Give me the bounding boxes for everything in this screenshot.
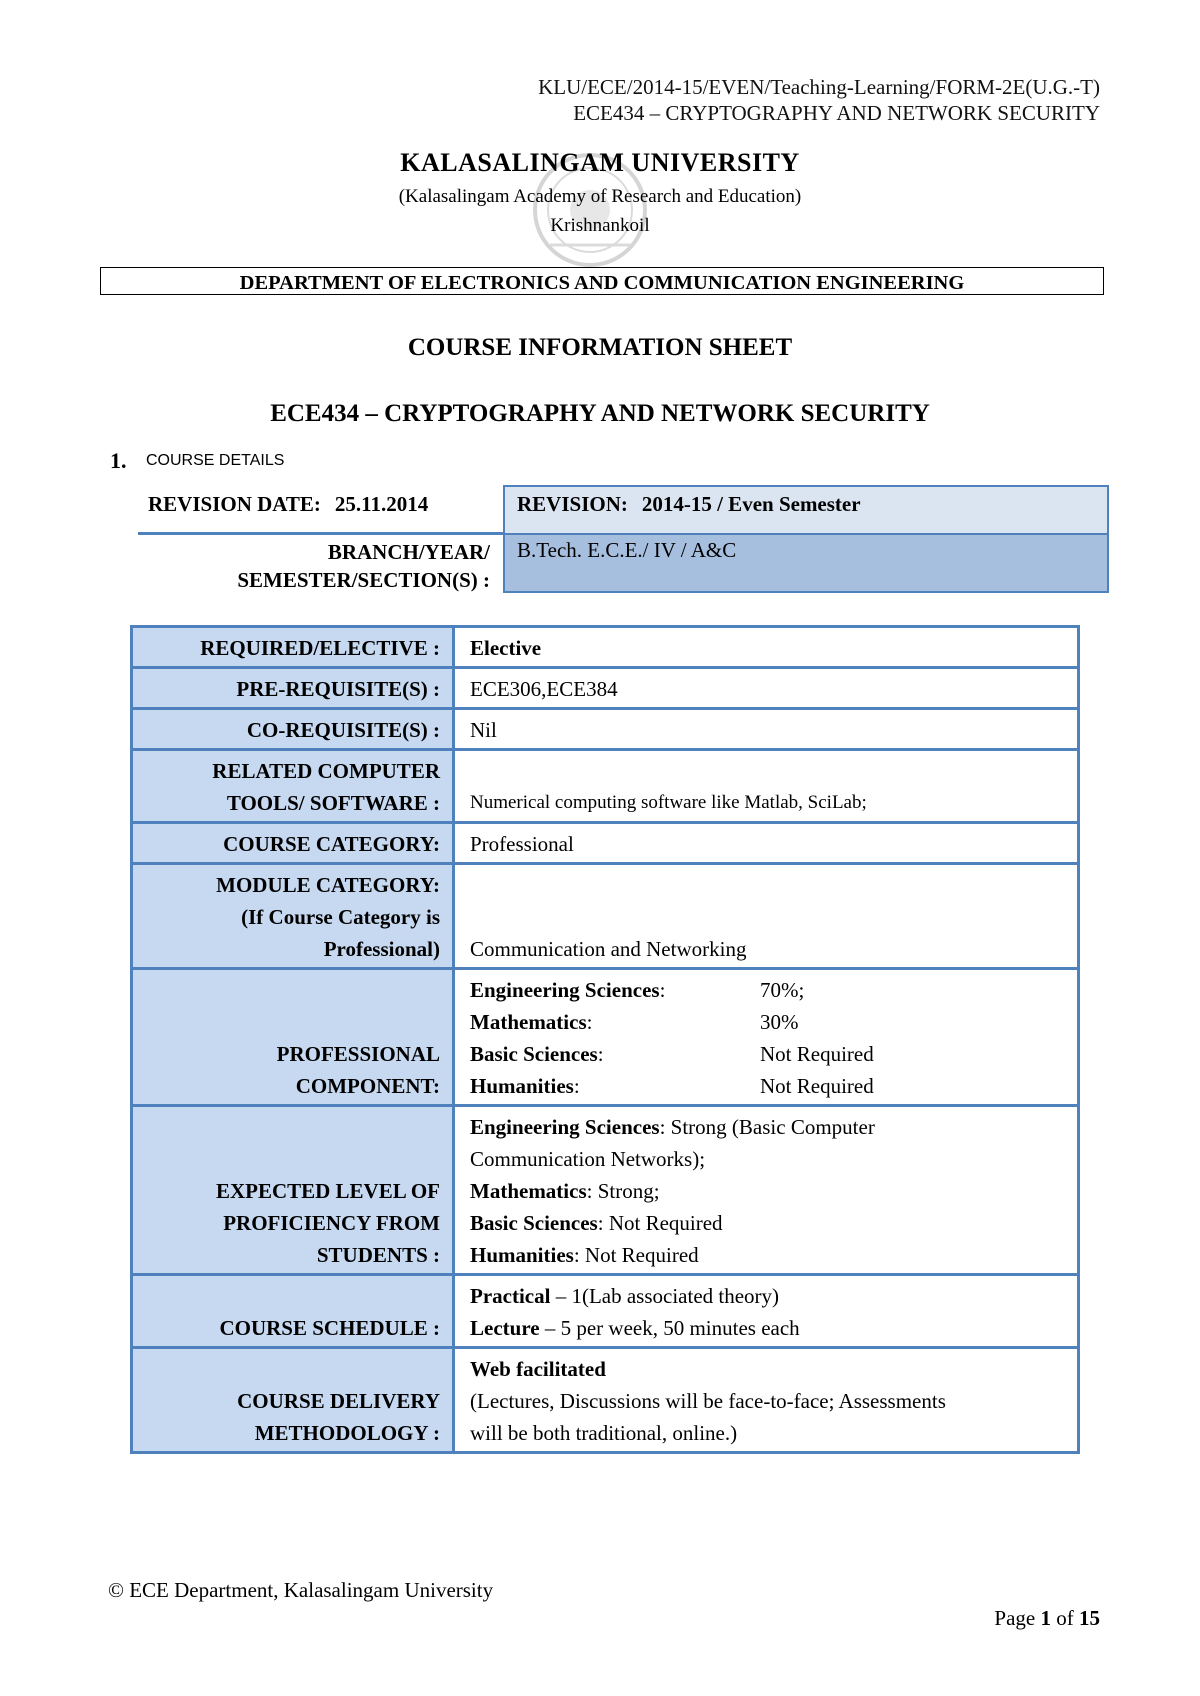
table-row — [132, 750, 1079, 823]
schedule-label: COURSE SCHEDULE : — [132, 1275, 454, 1348]
proficiency-eng-key: Engineering Sciences — [470, 1115, 660, 1139]
category-label: COURSE CATEGORY: — [132, 823, 454, 864]
branch-label-line2: SEMESTER/SECTION(S) : — [237, 568, 490, 592]
schedule-value — [454, 1275, 1079, 1348]
page-total: 15 — [1079, 1606, 1100, 1630]
professional-label-line2: COMPONENT: — [295, 1074, 440, 1098]
delivery-heading: Web facilitated — [470, 1357, 606, 1381]
delivery-line2: will be both traditional, online.) — [470, 1421, 738, 1445]
table-row — [132, 1348, 1079, 1453]
list-item — [470, 1175, 1065, 1207]
pc-key: Mathematics — [470, 1010, 587, 1034]
proficiency-label-line3: STUDENTS : — [316, 1243, 440, 1267]
tools-label-line1: RELATED COMPUTER — [212, 759, 440, 783]
university-name: KALASALINGAM UNIVERSITY — [400, 148, 800, 177]
page-current: 1 — [1040, 1606, 1051, 1630]
page-prefix: Page — [994, 1606, 1041, 1630]
list-item: Basic Sciences: Not Required — [470, 1038, 1065, 1070]
schedule-lecture-value: – 5 per week, 50 minutes each — [539, 1316, 800, 1340]
module-label-line1: MODULE CATEGORY: — [216, 873, 440, 897]
tools-label — [132, 750, 454, 823]
prereq-label: PRE-REQUISITE(S) : — [132, 668, 454, 709]
professional-label — [132, 969, 454, 1106]
revision-date-value: 25.11.2014 — [334, 492, 429, 516]
branch-label — [138, 538, 490, 594]
delivery-label-line1: COURSE DELIVERY — [237, 1389, 440, 1413]
delivery-line1: (Lectures, Discussions will be face-to-face; Assessments — [470, 1389, 946, 1413]
sheet-title: COURSE INFORMATION SHEET — [407, 334, 793, 361]
list-item — [470, 1111, 1065, 1143]
course-code-line: ECE434 – CRYPTOGRAPHY AND NETWORK SECURITY — [573, 101, 1100, 125]
category-value: Professional — [454, 823, 1079, 864]
module-label-line2: (If Course Category is — [241, 905, 440, 929]
table-row — [132, 969, 1079, 1106]
list-item: Engineering Sciences: 70%; — [470, 974, 1065, 1006]
footer-copyright: © ECE Department, Kalasalingam University — [108, 1578, 494, 1602]
required-label: REQUIRED/ELECTIVE : — [132, 627, 454, 668]
proficiency-eng-value: : Strong (Basic Computer — [659, 1115, 875, 1139]
proficiency-value — [454, 1106, 1079, 1275]
list-item: Mathematics: 30% — [470, 1006, 1065, 1038]
revision-label: REVISION: — [517, 492, 628, 516]
list-item — [470, 1207, 1065, 1239]
proficiency-hum-key: Humanities — [470, 1243, 574, 1267]
module-value: Communication and Networking — [454, 864, 1079, 969]
form-code: KLU/ECE/2014-15/EVEN/Teaching-Learning/FORM-2E(U.G.-T) — [538, 75, 1100, 99]
pc-key: Humanities — [470, 1074, 574, 1098]
list-item — [470, 1239, 1065, 1271]
form-header — [538, 74, 1100, 126]
course-details-table — [130, 625, 1080, 1454]
pc-value: 30% — [760, 1010, 799, 1034]
branch-value: B.Tech. E.C.E./ IV / A&C — [503, 533, 1109, 593]
revision-value: 2014-15 / Even Semester — [641, 492, 861, 516]
pc-key: Basic Sciences — [470, 1042, 598, 1066]
list-item: Humanities: Not Required — [470, 1070, 1065, 1102]
pc-value: Not Required — [760, 1074, 874, 1098]
professional-label-line1: PROFESSIONAL — [276, 1042, 440, 1066]
table-row — [132, 627, 1079, 668]
proficiency-label-line1: EXPECTED LEVEL OF — [215, 1179, 440, 1203]
list-item — [470, 1312, 1065, 1344]
proficiency-label — [132, 1106, 454, 1275]
module-label-line3: Professional) — [323, 937, 440, 961]
coreq-label: CO-REQUISITE(S) : — [132, 709, 454, 750]
schedule-lecture-key: Lecture — [470, 1316, 540, 1340]
list-item — [470, 1280, 1065, 1312]
university-place: Krishnankoil — [550, 215, 650, 236]
tools-value: Numerical computing software like Matlab, SciLab; — [454, 750, 1079, 823]
schedule-practical-key: Practical — [470, 1284, 551, 1308]
pc-key: Engineering Sciences — [470, 978, 660, 1002]
tools-label-line2: TOOLS/ SOFTWARE : — [226, 791, 440, 815]
delivery-label — [132, 1348, 454, 1453]
table-row — [132, 1106, 1079, 1275]
delivery-label-line2: METHODOLOGY : — [254, 1421, 440, 1445]
proficiency-basic-key: Basic Sciences — [470, 1211, 598, 1235]
proficiency-eng-value2: Communication Networks); — [470, 1147, 706, 1171]
coreq-value: Nil — [454, 709, 1079, 750]
proficiency-hum-value: : Not Required — [573, 1243, 699, 1267]
revision-date — [148, 492, 428, 517]
required-value: Elective — [454, 627, 1079, 668]
table-row — [132, 823, 1079, 864]
proficiency-basic-value: : Not Required — [597, 1211, 723, 1235]
table-row — [132, 1275, 1079, 1348]
department-banner: DEPARTMENT OF ELECTRONICS AND COMMUNICATION ENGINEERING — [100, 267, 1104, 295]
university-subtitle: (Kalasalingam Academy of Research and Education) — [398, 186, 802, 207]
proficiency-math-value: : Strong; — [586, 1179, 660, 1203]
proficiency-math-key: Mathematics — [470, 1179, 587, 1203]
revision-box — [503, 485, 1109, 535]
course-title: ECE434 – CRYPTOGRAPHY AND NETWORK SECURITY — [270, 400, 930, 427]
revision-divider — [138, 532, 505, 535]
page-of: of — [1051, 1606, 1079, 1630]
pc-value: 70%; — [760, 978, 805, 1002]
prereq-value: ECE306,ECE384 — [454, 668, 1079, 709]
delivery-value — [454, 1348, 1079, 1453]
page-number — [994, 1606, 1100, 1631]
module-label — [132, 864, 454, 969]
table-row — [132, 668, 1079, 709]
proficiency-label-line2: PROFICIENCY FROM — [223, 1211, 440, 1235]
schedule-practical-value: – 1(Lab associated theory) — [550, 1284, 780, 1308]
pc-value: Not Required — [760, 1042, 874, 1066]
revision-date-label: REVISION DATE: — [148, 492, 321, 516]
professional-component — [454, 969, 1079, 1106]
branch-label-line1: BRANCH/YEAR/ — [327, 540, 490, 564]
section-number: 1. — [110, 448, 127, 473]
section-label: COURSE DETAILS — [146, 452, 285, 469]
table-row — [132, 709, 1079, 750]
table-row — [132, 864, 1079, 969]
